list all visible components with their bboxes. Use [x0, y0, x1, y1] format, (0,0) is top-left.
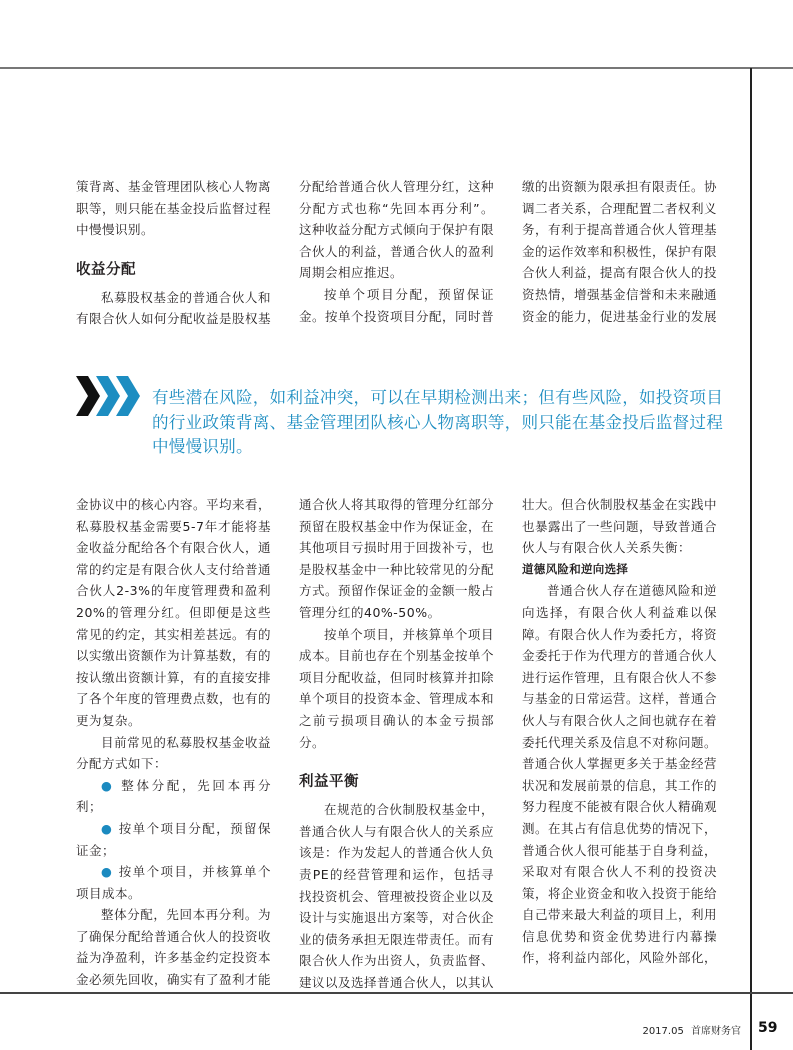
body-paragraph: 按单个项目分配，预留保证金。按单个投资项目分配，同时普	[299, 286, 495, 324]
top-column-1	[76, 176, 271, 330]
section-heading: 道德风险和逆向选择	[522, 561, 629, 576]
footer-credit	[642, 1022, 741, 1037]
body-paragraph: 按单个项目，并核算单个项目成本。目前也存在个别基金按单个项目分配收益，但同时核算并扣除单个项目的投资本金、管理成本和之前亏损项目确认的本金亏损部分。	[299, 626, 495, 750]
body-paragraph: 缴的出资额为限承担有限责任。协调二者关系，合理配置二者权利义务，有利于提高普通合伙人管理基金的运作效率和积极性，保护有限合伙人利益，提高有限合伙人的投资热情，增强基金信誉和未来融通资金的能力，促进基金行业的发展	[522, 179, 718, 324]
body-paragraph: 分配给普通合伙人管理分红，这种分配方式也称“先回本再分利”。这种收益分配方式倾向于保护有限合伙人的利益，普通合伙人的盈利周期会相应推迟。	[299, 179, 495, 281]
chevron-arrows-icon	[76, 374, 144, 418]
top-rule	[0, 67, 793, 69]
bottom-column-3	[522, 494, 717, 969]
body-paragraph: 整体分配，先回本再分利。为了确保分配给普通合伙人的投资收益为净盈利，许多基金约定投资本金必须先回收，确实有了盈利才能	[76, 907, 272, 988]
bullet-dot-icon: ●	[101, 777, 122, 793]
top-column-3	[522, 176, 717, 327]
bullet-text: 整体分配，先回本再分利；	[76, 777, 271, 815]
pull-quote: 有些潜在风险，如利益冲突，可以在早期检测出来；但有些风险，如投资项目的行业政策背离、基金管理团队核心人物离职等，则只能在基金投后监督过程中慢慢识别。	[152, 388, 723, 456]
body-paragraph: 壮大。但合伙制股权基金在实践中也暴露出了一些问题，导致普通合伙人与有限合伙人关系失衡：	[522, 497, 718, 556]
top-column-2	[299, 176, 494, 327]
body-paragraph: 目前常见的私募股权基金收益分配方式如下：	[76, 734, 271, 772]
section-heading: 收益分配	[76, 261, 136, 278]
body-paragraph: 通合伙人将其取得的管理分红部分预留在股权基金中作为保证金，在其他项目亏损时用于回拨补亏，也是股权基金中一种比较常见的分配方式。预留作保证金的金额一般占管理分红的40%-50%。	[299, 497, 495, 620]
bullet-item	[76, 861, 271, 904]
body-paragraph: 金协议中的核心内容。平均来看，私募股权基金需要5-7年才能将基金收益分配给各个有限合伙人，通常的约定是有限合伙人支付给普通合伙人2-3%的年度管理费和盈利20%的管理分红。但即便是这些常见的约定，其实相差甚远。有的以实缴出资额作为计算基数，有的按认缴出资额计算，有的直接安排了各个年度的管理费点数，也有的更为复杂。	[76, 497, 272, 728]
body-paragraph: 私募股权基金的普通合伙人和有限合伙人如何分配收益是股权基	[76, 289, 272, 327]
body-paragraph: 策背离、基金管理团队核心人物离职等，则只能在基金投后监督过程中慢慢识别。	[76, 179, 272, 238]
bottom-column-2	[299, 494, 494, 993]
publication-name: 首席财务官	[691, 1026, 741, 1037]
bullet-dot-icon: ●	[101, 864, 119, 880]
page-edge-rule	[750, 68, 752, 1050]
bottom-column-1	[76, 494, 271, 991]
issue-date: 2017.05	[642, 1026, 684, 1037]
bullet-text: 按单个项目分配，预留保证金；	[76, 820, 271, 858]
section-heading: 利益平衡	[299, 774, 359, 791]
bullet-dot-icon: ●	[101, 820, 119, 836]
body-paragraph: 普通合伙人存在道德风险和逆向选择，有限合伙人利益难以保障。有限合伙人作为委托方，将资金委托于作为代理方的普通合伙人进行运作管理，且有限合伙人不参与基金的日常运营。这样，普通合伙人与有限合伙人之间也就存在着委托代理关系及信息不对称问题。普通合伙人掌握更多关于基金经营状况和发展前景的信息，其工作的努力程度不能被有限合伙人精确观测。在其占有信息优势的情况下，普通合伙人很可能基于自身利益，采取对有限合伙人不利的投资决策，将企业资金和收入投资于能给自己带来最大利益的项目上，利用信息优势和资金优势进行内幕操作，将利益内部化，风险外部化，	[522, 583, 718, 966]
body-paragraph: 在规范的合伙制股权基金中，普通合伙人与有限合伙人的关系应该是：作为发起人的普通合伙人负责PE的经营管理和运作，包括寻找投资机会、管理被投资企业以及设计与实施退出方案等，对合伙企业的债务承担无限连带责任。而有限合伙人作为出资人，负责监督、建议以及选择普通合伙人，以其认	[299, 802, 495, 990]
bullet-text: 按单个项目，并核算单个项目成本。	[76, 864, 271, 901]
bullet-item	[76, 818, 271, 861]
page-number: 59	[758, 1020, 778, 1036]
bullet-item	[76, 775, 271, 818]
